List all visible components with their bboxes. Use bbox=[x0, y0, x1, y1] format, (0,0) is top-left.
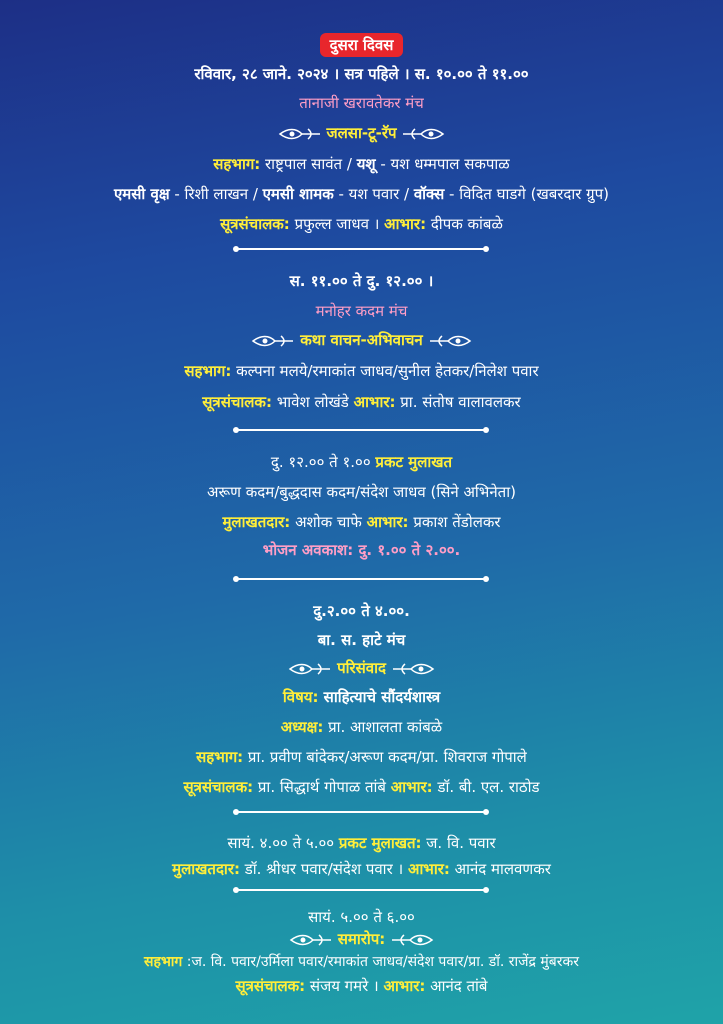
s4-participants bbox=[0, 746, 723, 768]
day-badge: दुसरा दिवस bbox=[320, 33, 404, 57]
ornament-left-icon bbox=[251, 333, 295, 349]
s1-participants-2 bbox=[0, 183, 723, 205]
value: - यश धम्मपाल सकपाळ bbox=[375, 155, 510, 173]
label: एमसी शामक bbox=[262, 185, 334, 203]
value: कल्पना मलये/रमाकांत जाधव/सुनील हेतकर/निलेश पवार bbox=[231, 362, 539, 380]
s3-names: अरूण कदम/बुद्धदास कदम/संदेश जाधव (सिने अभिनेता) bbox=[207, 483, 516, 501]
value: प्रफुल्ल जाधव । bbox=[289, 215, 385, 233]
s3-time: दु. १२.०० ते १.०० bbox=[270, 453, 376, 471]
label: आभार: bbox=[366, 513, 409, 531]
value: राष्ट्रपाल सावंत / bbox=[260, 155, 357, 173]
s3-interviewer bbox=[0, 511, 723, 533]
label: सहभाग: bbox=[184, 362, 232, 380]
s4-host bbox=[0, 776, 723, 798]
value: आनंद मालवणकर bbox=[449, 860, 551, 878]
label: आभार: bbox=[353, 393, 396, 411]
s3-time-row bbox=[0, 451, 723, 473]
s1-title: जलसा-टू-रॅप bbox=[326, 124, 397, 142]
s6-host bbox=[0, 975, 723, 997]
section-divider bbox=[230, 243, 492, 255]
value: दीपक कांबळे bbox=[426, 215, 503, 233]
s5-title: प्रकट मुलाखत: bbox=[338, 834, 422, 852]
section-divider bbox=[230, 573, 492, 585]
value: - यश पवार / bbox=[333, 185, 414, 203]
s2-venue: मनोहर कदम मंच bbox=[315, 302, 408, 320]
s6-title: समारोप: bbox=[337, 930, 386, 948]
label: आभार: bbox=[383, 977, 426, 995]
label: मुलाखतदार: bbox=[172, 860, 240, 878]
value: साहित्याचे सौंदर्यशास्त्र bbox=[318, 688, 441, 706]
s6-participants bbox=[0, 951, 723, 973]
s4-venue: बा. स. हाटे मंच bbox=[317, 631, 406, 649]
s4-title: परिसंवाद bbox=[337, 659, 386, 677]
ornament-right-icon bbox=[391, 661, 435, 677]
label: सूत्रसंचालक: bbox=[183, 778, 254, 796]
value: आनंद तांबे bbox=[425, 977, 488, 995]
date-line: रविवार, २८ जाने. २०२४ । सत्र पहिले । स. १०.०० ते ११.०० bbox=[194, 65, 529, 83]
value: डॉ. श्रीधर पवार/संदेश पवार । bbox=[239, 860, 408, 878]
ornament-left-icon bbox=[289, 932, 333, 948]
value: प्रा. प्रवीण बांदेकर/अरूण कदम/प्रा. शिवराज गोपाले bbox=[243, 748, 527, 766]
label: विषय: bbox=[282, 688, 319, 706]
s1-venue: तानाजी खरावतेकर मंच bbox=[299, 94, 424, 112]
value: :ज. वि. पवार/उर्मिला पवार/रमाकांत जाधव/संदेश पवार/प्रा. डॉ. राजेंद्र मुंबरकर bbox=[182, 954, 579, 970]
label: सूत्रसंचालक: bbox=[235, 977, 306, 995]
day-header bbox=[0, 33, 723, 57]
s4-chair bbox=[0, 716, 723, 738]
ornament-right-icon bbox=[428, 333, 472, 349]
s5-interviewer bbox=[0, 858, 723, 880]
label: आभार: bbox=[390, 778, 433, 796]
s5-time: सायं. ४.०० ते ५.०० bbox=[227, 834, 339, 852]
label: सहभाग: bbox=[213, 155, 261, 173]
s4-time: दु.२.०० ते ४.००. bbox=[313, 602, 410, 620]
value: - विदित घाडगे (खबरदार ग्रुप) bbox=[444, 185, 610, 203]
s6-title-row bbox=[0, 928, 723, 950]
value: अशोक चाफे bbox=[290, 513, 367, 531]
s5-guest: ज. वि. पवार bbox=[421, 834, 496, 852]
label: मुलाखतदार: bbox=[222, 513, 291, 531]
label: सहभाग bbox=[144, 954, 183, 970]
s2-time: स. ११.०० ते दु. १२.०० । bbox=[289, 272, 434, 290]
s2-title-row bbox=[0, 329, 723, 351]
section-divider bbox=[230, 424, 492, 436]
s1-title-row bbox=[0, 122, 723, 144]
label: यशू bbox=[356, 155, 376, 173]
label: अध्यक्ष: bbox=[280, 718, 324, 736]
s5-time-row bbox=[0, 832, 723, 854]
s2-participants bbox=[0, 360, 723, 382]
s4-title-row bbox=[0, 657, 723, 679]
value: प्रा. सिद्धार्थ गोपाळ तांबे bbox=[253, 778, 391, 796]
section-divider bbox=[230, 884, 492, 896]
s1-host bbox=[0, 213, 723, 235]
value: - रिशी लाखन / bbox=[169, 185, 263, 203]
label: एमसी वृक्ष bbox=[113, 185, 170, 203]
ornament-right-icon bbox=[390, 932, 434, 948]
value: संजय गमरे । bbox=[305, 977, 384, 995]
s3-title: प्रकट मुलाखत bbox=[375, 453, 453, 471]
s2-host bbox=[0, 391, 723, 413]
value: डॉ. बी. एल. राठोड bbox=[432, 778, 540, 796]
value: प्रकाश तेंडोलकर bbox=[408, 513, 501, 531]
label: आभार: bbox=[407, 860, 450, 878]
s2-title: कथा वाचन-अभिवाचन bbox=[300, 331, 423, 349]
label: सहभाग: bbox=[196, 748, 244, 766]
ornament-left-icon bbox=[288, 661, 332, 677]
ornament-right-icon bbox=[401, 126, 445, 142]
value: भावेश लोखंडे bbox=[271, 393, 354, 411]
label: सूत्रसंचालक: bbox=[202, 393, 272, 411]
s3-lunch: भोजन अवकाश: दु. १.०० ते २.००. bbox=[262, 541, 461, 559]
label: आभार: bbox=[384, 215, 427, 233]
section-divider bbox=[230, 806, 492, 818]
s6-time: सायं. ५.०० ते ६.०० bbox=[308, 908, 415, 926]
value: प्रा. संतोष वालावलकर bbox=[395, 393, 521, 411]
s4-topic bbox=[0, 686, 723, 708]
s1-participants bbox=[0, 153, 723, 175]
ornament-left-icon bbox=[278, 126, 322, 142]
label: सूत्रसंचालक: bbox=[220, 215, 290, 233]
value: प्रा. आशालता कांबळे bbox=[323, 718, 443, 736]
label: वॉक्स bbox=[413, 185, 445, 203]
